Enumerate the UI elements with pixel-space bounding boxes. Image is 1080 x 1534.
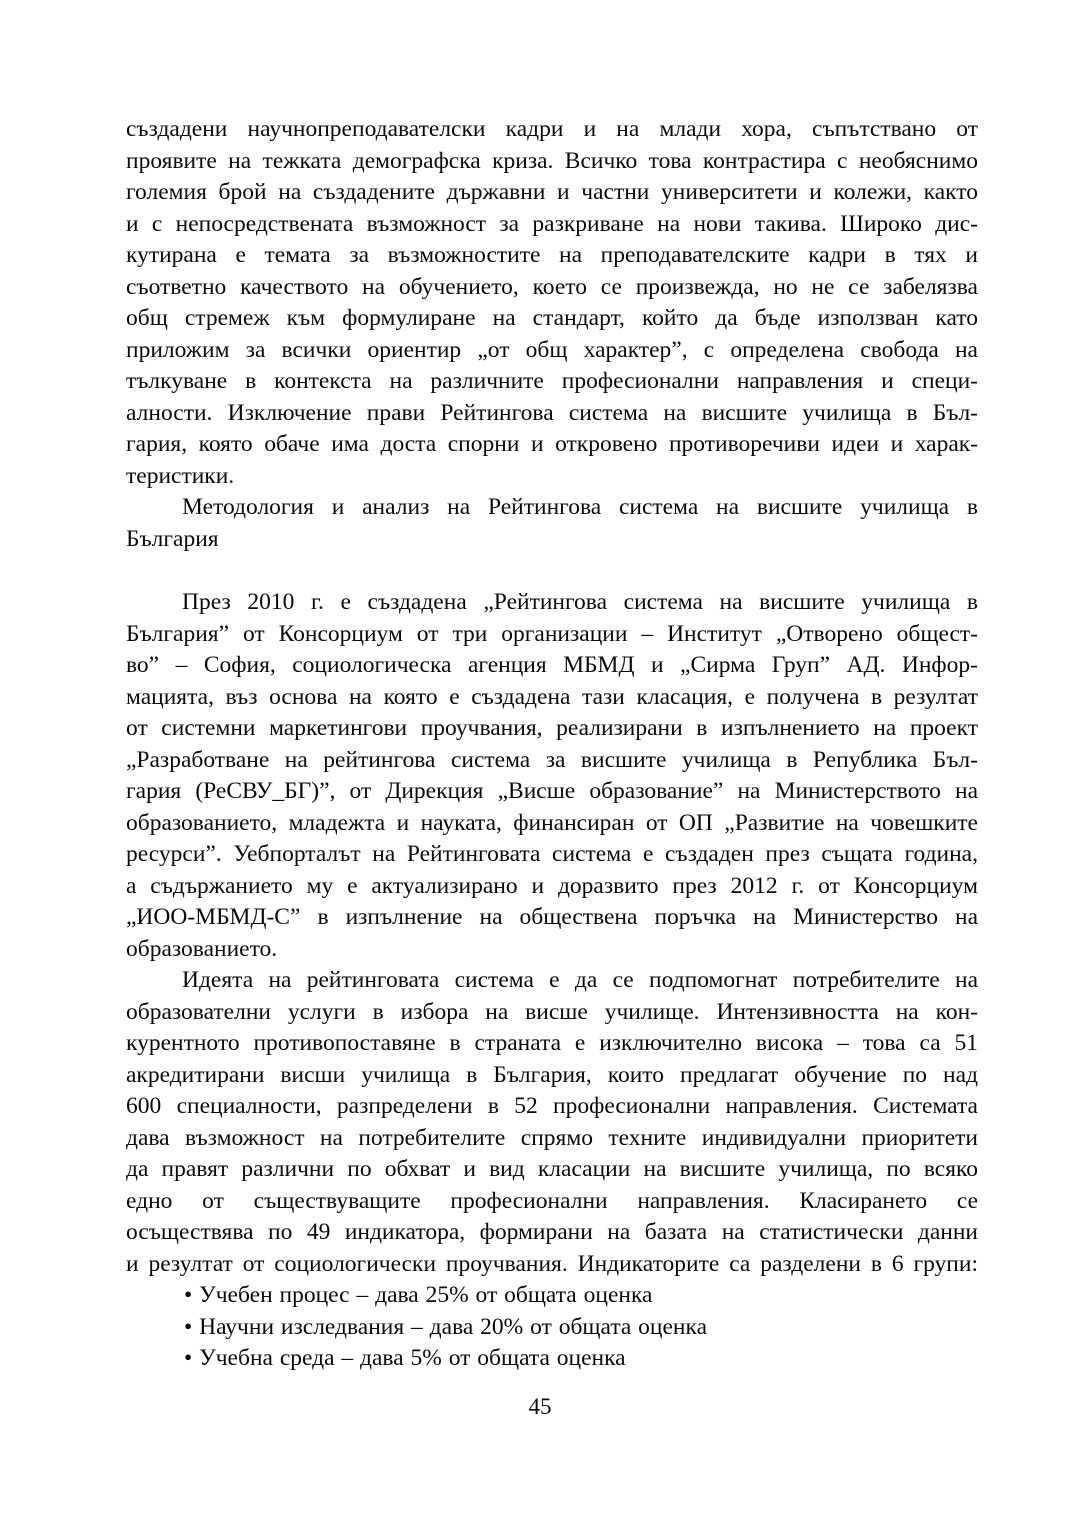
text-line: гария, която обаче има доста спорни и откровено противоречиви идеи и харак- bbox=[126, 431, 978, 457]
text-line: во” – София, социологическа агенция МБМД и „Сирма Груп” АД. Инфор- bbox=[126, 652, 978, 678]
text-line: съответно качеството на обучението, което се произвежда, но не се забелязва bbox=[126, 273, 978, 300]
text-line: „ИОО-МБМД-С” в изпълнение на обществена поръчка на Министерство на bbox=[126, 904, 978, 930]
text-line: Методология и анализ на Рейтингова система на висшите училища в bbox=[182, 494, 978, 520]
text-line: а съдържанието му е актуализирано и доразвито през 2012 г. от Консорциум bbox=[126, 872, 978, 899]
text-line: приложим за всички ориентир „от общ характер”, с определена свобода на bbox=[126, 336, 978, 363]
text-line: да правят различни по обхват и вид класации на висшите училища, по всяко bbox=[126, 1156, 978, 1182]
text-line: дава възможност на потребителите спрямо техните индивидуални приоритети bbox=[126, 1124, 978, 1151]
text-line: образователни услуги в избора на висше училище. Интензивността на кон- bbox=[126, 998, 978, 1025]
page-number: 45 bbox=[528, 1394, 552, 1419]
text-line: ресурси”. Уебпорталът на Рейтинговата система е създаден през същата година, bbox=[126, 841, 978, 867]
text-line: големия брой на създадените държавни и частни университети и колежи, както bbox=[126, 179, 978, 205]
text-line: проявите на тежката демографска криза. Всичко това контрастира с необяснимо bbox=[126, 147, 978, 174]
text-line: България” от Консорциум от три организации – Институт „Отворено общест- bbox=[126, 620, 978, 647]
text-line: курентното противопоставяне в страната е изключително висока – това са 51 bbox=[126, 1030, 978, 1056]
text-line: мацията, въз основа на която е създадена тази класация, е получена в резултат bbox=[126, 683, 978, 710]
text-line: осъществява по 49 индикатора, формирани на базата на статистически данни bbox=[126, 1219, 978, 1245]
text-line: алности. Изключение прави Рейтингова система на висшите училища в Бъл- bbox=[126, 399, 978, 426]
text-line: създадени научнопреподавателски кадри и на млади хора, съпътствано от bbox=[126, 116, 978, 142]
text-line: тълкуване в контекста на различните професионални направления и специ- bbox=[126, 368, 978, 394]
text-line: и с непосредствената възможност за разкриване на нови такива. Широко дис- bbox=[126, 210, 978, 237]
text-line: образованието. bbox=[126, 935, 278, 962]
bullet-item: • Учебен процес – дава 25% от общата оценка bbox=[184, 1282, 653, 1308]
text-block bbox=[126, 114, 978, 1375]
text-line: и резултат от социологически проучвания. Индикаторите са разделени в 6 групи: bbox=[126, 1250, 978, 1277]
text-line: теристики. bbox=[126, 462, 235, 489]
text-line: общ стремеж към формулиране на стандарт, който да бъде използван като bbox=[126, 305, 978, 331]
text-line: акредитирани висши училища в България, които предлагат обучение по над bbox=[126, 1061, 978, 1088]
text-line: 600 специалности, разпределени в 52 професионални направления. Системата bbox=[126, 1093, 978, 1119]
text-line: гария (РеСВУ_БГ)”, от Дирекция „Висше образование” на Министерството на bbox=[126, 778, 978, 804]
text-line: едно от съществуващите професионални направления. Класирането се bbox=[126, 1187, 978, 1214]
text-line: образованието, младежта и науката, финансиран от ОП „Развитие на човешките bbox=[126, 809, 978, 836]
text-line: кутирана е темата за възможностите на преподавателските кадри в тях и bbox=[126, 242, 978, 268]
text-line: България bbox=[126, 525, 219, 552]
text-line: Идеята на рейтинговата система е да се подпомогнат потребителите на bbox=[182, 967, 978, 993]
bullet-item: • Учебна среда – дава 5% от общата оценка bbox=[184, 1345, 626, 1371]
bullet-item: • Научни изследвания – дава 20% от общата оценка bbox=[184, 1313, 708, 1340]
text-line: През 2010 г. е създадена „Рейтингова система на висшите училища в bbox=[182, 589, 978, 615]
text-line: от системни маркетингови проучвания, реализирани в изпълнението на проект bbox=[126, 715, 978, 741]
text-line: „Разработване на рейтингова система за висшите училища в Република Бъл- bbox=[126, 746, 978, 773]
